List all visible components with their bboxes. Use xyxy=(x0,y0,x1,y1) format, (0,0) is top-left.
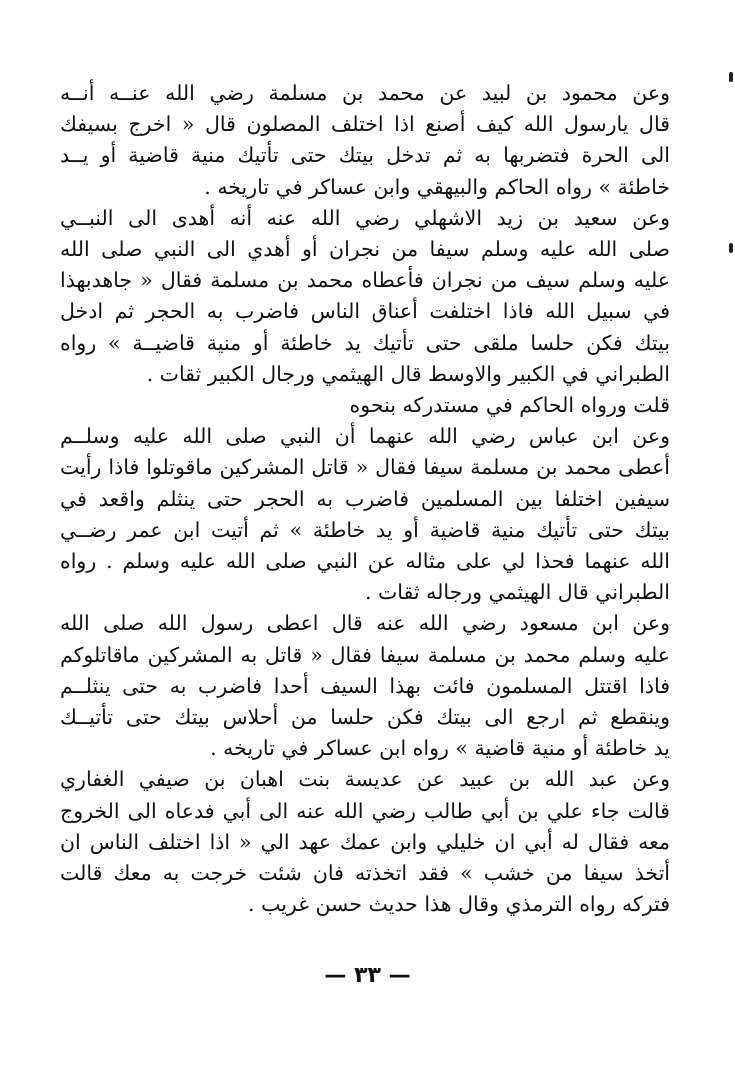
text-line: في سبيل الله فاذا اختلفت أعناق الناس فاضرب به الحجر ثم ادخل xyxy=(60,299,670,324)
text-line: وعن ابن عباس رضي الله عنهما أن النبي صلى الله عليه وسلــم xyxy=(60,424,670,449)
text-line: الى الحرة فتضربها به ثم تدخل بيتك حتى تأتيك منية قاضية أو يــد xyxy=(60,143,670,168)
text-line: بيتك فكن حلسا ملقى حتى تأتيك يد خاطئة أو منية قاضيــة » رواه xyxy=(60,330,670,355)
text-line: عليه وسلم سيف من نجران فأعطاه محمد بن مسلمة فقال « جاهدبهذا xyxy=(60,268,670,293)
text-line: خاطئة » رواه الحاكم والبيهقي وابن عساكر في تاريخه . xyxy=(204,174,670,199)
text-line: فاذا اقتتل المسلمون فائت بهذا السيف أحدا فاضرب به حتى ينثلــم xyxy=(60,673,670,698)
paragraph-2 xyxy=(60,203,670,390)
page-body xyxy=(60,78,670,978)
page-number: — ٣٣ — xyxy=(324,963,411,988)
text-line: معه فقال له أبي ان خليلي وابن عمك عهد الي « اذا اختلف الناس ان xyxy=(60,829,670,854)
text-line: فتركه رواه الترمذي وقال هذا حديث حسن غريب . xyxy=(248,892,670,917)
text-line: وعن سعيد بن زيد الاشهلي رضي الله عنه أنه أهدى الى النبــي xyxy=(60,205,670,230)
text-line: يد خاطئة أو منية قاضية » رواه ابن عساكر في تاريخه . xyxy=(210,736,670,761)
paragraph-6 xyxy=(60,764,670,920)
text-block xyxy=(60,78,670,920)
paragraph-3 xyxy=(60,390,670,421)
text-line: وعن عبد الله بن عبيد عن عديسة بنت اهبان بن صيفي الغفاري xyxy=(60,767,670,792)
text-line: سيفين اختلفا بين المسلمين فاضرب به الحجر حتى ينثلم واقعد في xyxy=(60,486,670,511)
paragraph-5 xyxy=(60,608,670,764)
text-line: وعن ابن مسعود رضي الله عنه قال اعطى رسول الله صلى الله xyxy=(60,611,670,636)
text-line: الطبراني في الكبير والاوسط قال الهيثمي ورجال الكبير ثقات . xyxy=(146,361,670,386)
text-line: الله عنهما فحذا لي على مثاله عن النبي صلى الله عليه وسلم . رواه xyxy=(60,549,670,574)
text-line: بيتك حتى تأتيك منية قاضية أو يد خاطئة » ثم أتيت ابن عمر رضــي xyxy=(60,517,670,542)
text-line: أتخذ سيفا من خشب » فقد اتخذته فان شئت خرجت به معك قالت xyxy=(60,861,670,886)
text-line: وينقطع ثم ارجع الى بيتك فكن حلسا من أحلاس بيتك حتى تأتيــك xyxy=(60,705,670,730)
text-line: صلى الله عليه وسلم سيفا من نجران أو أهدي الى النبي صلى الله xyxy=(60,237,670,262)
text-line: قالت جاء علي بن أبي طالب رضي الله عنه الى أبي فدعاه الى الخروج xyxy=(60,798,670,823)
paragraph-1 xyxy=(60,78,670,203)
paragraph-4 xyxy=(60,421,670,608)
text-line: أعطى محمد بن مسلمة سيفا فقال « قاتل المشركين ماقوتلوا فاذا رأيت xyxy=(60,455,670,480)
text-line: وعن محمود بن لبيد عن محمد بن مسلمة رضي الله عنــه أنــه xyxy=(60,81,670,105)
text-line: عليه وسلم محمد بن مسلمة سيفا فقال « قاتل به المشركين ماقاتلوكم xyxy=(60,642,670,667)
edge-mark xyxy=(729,72,733,82)
text-line: الطبراني قال الهيثمي ورجاله ثقات . xyxy=(364,580,670,605)
edge-mark xyxy=(729,243,733,253)
text-line: قال يارسول الله كيف أصنع اذا اختلف المصلون قال « اخرج بسيفك xyxy=(60,112,670,137)
text-line: قلت ورواه الحاكم في مستدركه بنحوه xyxy=(349,393,670,418)
